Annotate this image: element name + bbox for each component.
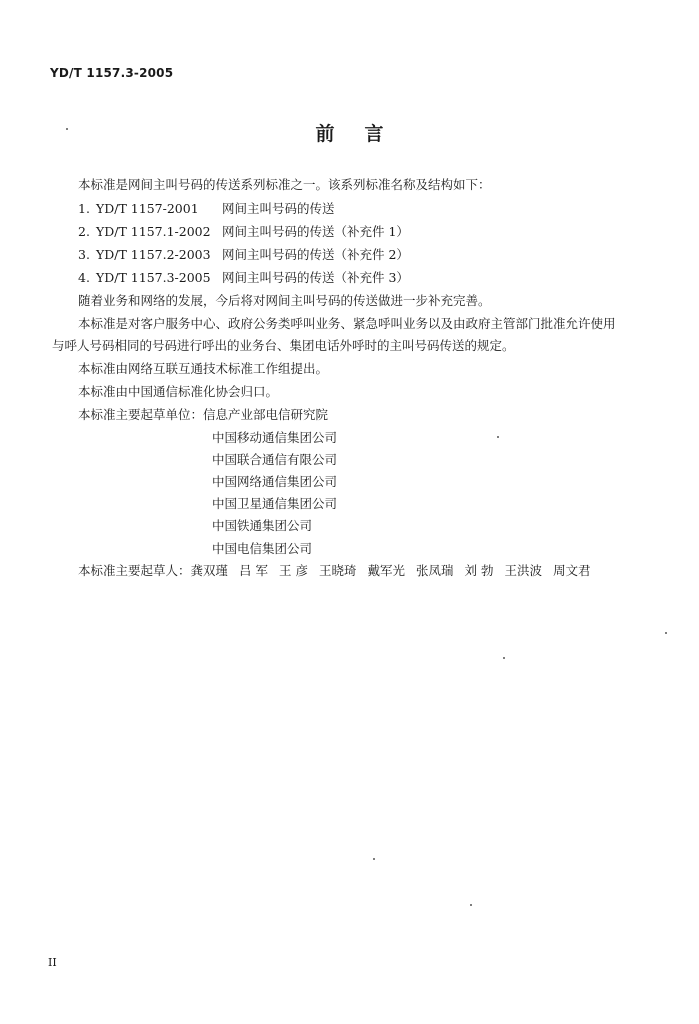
series-item-code: YD/T 1157-2001	[96, 201, 199, 216]
series-item-code: YD/T 1157.1-2002	[96, 224, 211, 239]
series-item-2	[78, 224, 409, 240]
drafting-unit-7: 中国电信集团公司	[212, 541, 313, 556]
series-item-4	[78, 270, 409, 286]
drafting-unit-4: 中国网络通信集团公司	[212, 474, 338, 489]
series-item-number: 3.	[78, 247, 90, 262]
drafters-label: 本标准主要起草人：	[78, 563, 191, 578]
drafter-name: 戴军光	[367, 563, 406, 578]
title-char-2: 言	[364, 123, 384, 145]
drafting-unit-3: 中国联合通信有限公司	[212, 452, 338, 467]
drafter-name: 龚双瑾	[190, 563, 229, 578]
series-item-name: 网间主叫号码的传送	[222, 201, 335, 216]
drafter-name: 吕 军	[239, 563, 269, 578]
series-item-3	[78, 247, 409, 263]
scan-speck	[665, 632, 667, 634]
series-item-number: 1.	[78, 201, 90, 216]
series-item-1	[78, 201, 335, 217]
drafting-unit-2: 中国移动通信集团公司	[212, 430, 338, 445]
drafters-line	[78, 563, 602, 579]
scan-speck	[373, 858, 375, 860]
series-item-number: 4.	[78, 270, 90, 285]
series-item-number: 2.	[78, 224, 90, 239]
series-item-name: 网间主叫号码的传送（补充件 2）	[222, 247, 409, 262]
drafting-unit-6: 中国铁通集团公司	[212, 518, 313, 533]
page-title	[0, 119, 699, 146]
scan-speck	[66, 128, 68, 130]
drafter-name: 刘 勃	[464, 563, 494, 578]
scope-paragraph-line-2: 与呼人号码相同的号码进行呼出的业务台、集团电话外呼时的主叫号码传送的规定。	[52, 338, 515, 353]
centralized-by-paragraph: 本标准由中国通信标准化协会归口。	[78, 384, 279, 399]
drafting-units-label-text: 本标准主要起草单位：	[78, 407, 204, 422]
drafter-name: 王洪波	[504, 563, 543, 578]
scan-speck	[503, 657, 505, 659]
series-item-name: 网间主叫号码的传送（补充件 3）	[222, 270, 409, 285]
drafting-unit-5: 中国卫星通信集团公司	[212, 496, 338, 511]
scan-speck	[470, 904, 472, 906]
drafting-units-label	[78, 407, 328, 423]
series-item-name: 网间主叫号码的传送（补充件 1）	[222, 224, 409, 239]
drafter-name: 张凤瑞	[416, 563, 454, 578]
scan-speck	[497, 436, 499, 438]
drafter-name: 王晓琦	[319, 563, 357, 578]
drafting-unit-1: 信息产业部电信研究院	[203, 407, 329, 422]
page-number: II	[48, 956, 57, 969]
proposed-by-paragraph: 本标准由网络互联互通技术标准工作组提出。	[78, 361, 329, 376]
development-paragraph: 随着业务和网络的发展，今后将对网间主叫号码的传送做进一步补充完善。	[78, 293, 491, 308]
intro-paragraph: 本标准是网间主叫号码的传送系列标准之一。该系列标准名称及结构如下：	[78, 177, 491, 192]
drafter-name: 周文君	[553, 563, 591, 578]
series-item-code: YD/T 1157.2-2003	[96, 247, 211, 262]
title-char-1: 前	[315, 123, 335, 145]
standard-code: YD/T 1157.3-2005	[50, 66, 174, 80]
scope-paragraph-line-1: 本标准是对客户服务中心、政府公务类呼叫业务、紧急呼叫业务以及由政府主管部门批准允许使用	[78, 316, 616, 331]
drafter-name: 王 彦	[279, 563, 308, 578]
series-item-code: YD/T 1157.3-2005	[96, 270, 211, 285]
